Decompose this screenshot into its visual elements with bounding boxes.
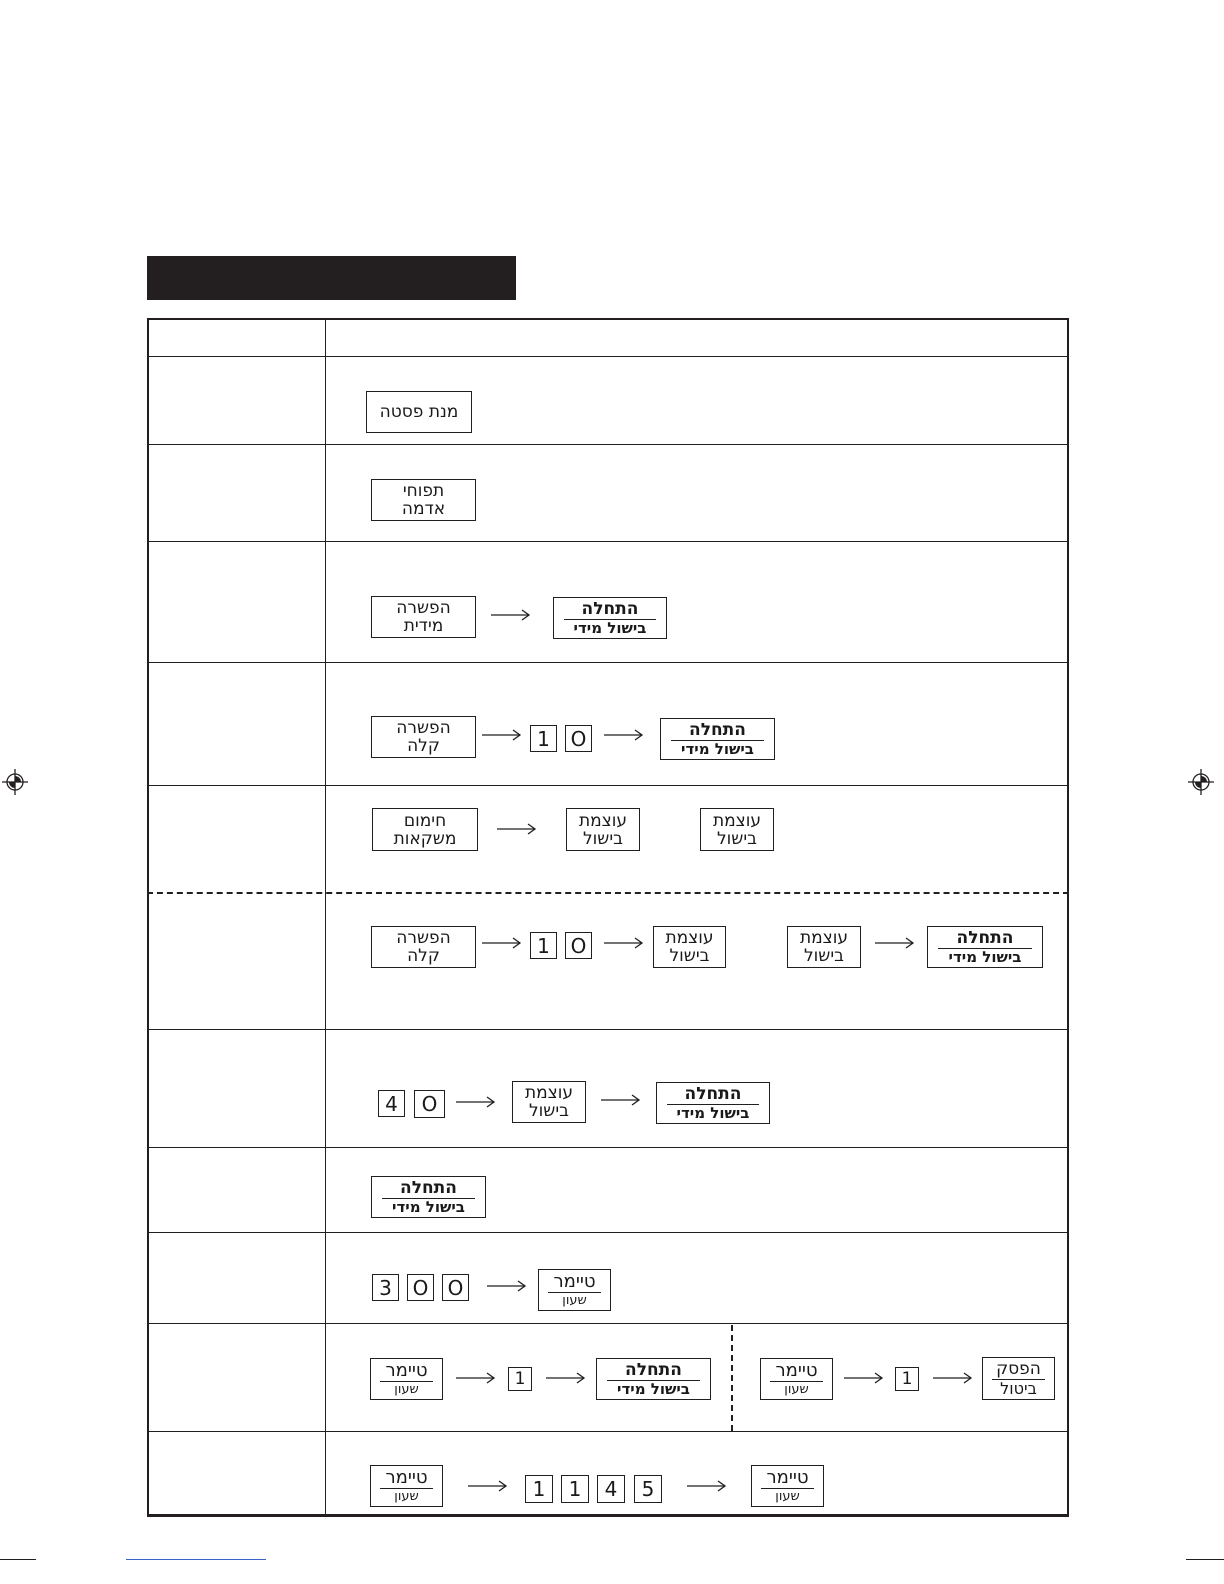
easy-defrost-key-line2: קלה (407, 946, 440, 966)
arrow-right-icon (604, 729, 644, 741)
timer-clock-key[interactable] (760, 1358, 833, 1400)
table-row-divider (147, 356, 1069, 357)
timer-clock-key-top: טיימר (380, 1362, 434, 1382)
arrow-right-icon (875, 937, 915, 949)
digit-0-key[interactable]: O (565, 725, 592, 752)
arrow-right-icon (487, 1280, 527, 1292)
easy-defrost-key[interactable] (371, 926, 476, 968)
digit-1-key[interactable]: 1 (895, 1367, 919, 1391)
digit-1-key[interactable]: 1 (530, 932, 557, 959)
power-level-key-line2: בישול (669, 946, 710, 966)
vertical-dashed-divider (731, 1325, 733, 1431)
arrow-right-icon (456, 1372, 496, 1384)
power-level-key-line1: עוצמת (665, 928, 714, 948)
arrow-right-icon (601, 1094, 641, 1106)
power-level-key-line1: עוצמת (578, 810, 628, 831)
pasta-key-label: מנת פסטה (379, 402, 459, 422)
digit-4-key[interactable]: 4 (378, 1090, 405, 1117)
start-key-bottom: בישול מידי (573, 618, 647, 637)
timer-clock-key[interactable] (538, 1269, 611, 1311)
potatoes-key[interactable] (371, 479, 476, 521)
stop-cancel-key[interactable] (982, 1357, 1055, 1400)
start-key[interactable] (927, 926, 1043, 968)
timer-clock-key[interactable] (751, 1465, 824, 1507)
digit-0-key[interactable]: O (407, 1274, 434, 1301)
arrow-right-icon (604, 937, 644, 949)
table-row-divider (147, 785, 1069, 786)
table-row-divider (147, 541, 1069, 542)
start-key-top: התחלה (607, 1361, 700, 1381)
pasta-key[interactable] (366, 391, 472, 433)
table-row-divider (147, 1232, 1069, 1233)
arrow-right-icon (468, 1480, 508, 1492)
start-key[interactable] (371, 1176, 486, 1218)
arrow-right-icon (497, 823, 537, 835)
start-key[interactable] (596, 1358, 711, 1400)
instant-defrost-key[interactable] (371, 596, 476, 638)
timer-clock-key[interactable] (370, 1465, 443, 1507)
power-level-key-line2: בישול (804, 946, 844, 966)
power-level-key[interactable] (512, 1081, 586, 1123)
arrow-right-icon (482, 937, 522, 949)
registration-mark-icon (0, 767, 30, 797)
potatoes-key-line1: תפוחי (402, 481, 445, 501)
power-level-key[interactable] (700, 808, 774, 851)
instruction-table (147, 318, 1069, 1517)
timer-clock-key-top: טיימר (770, 1362, 824, 1382)
power-level-key-line1: עוצמת (524, 1083, 574, 1103)
start-key[interactable] (660, 718, 775, 760)
section-header-bar (147, 256, 516, 300)
timer-clock-key-bottom: שעון (394, 1488, 419, 1504)
digit-1-key[interactable]: 1 (561, 1475, 589, 1503)
start-key-top: התחלה (671, 721, 764, 741)
start-key-top: התחלה (667, 1085, 759, 1105)
table-row-divider (147, 444, 1069, 445)
easy-defrost-key-line1: הפשרה (396, 718, 451, 738)
timer-clock-key-top: טיימר (380, 1469, 434, 1489)
instant-defrost-key-line1: הפשרה (396, 598, 451, 618)
table-row-divider (147, 1147, 1069, 1148)
start-key[interactable] (656, 1082, 770, 1124)
stop-cancel-key-bottom: ביטול (1000, 1378, 1037, 1398)
drink-reheat-key-line1: חימום (403, 810, 447, 831)
power-level-key[interactable] (787, 926, 861, 968)
start-key-bottom: בישול מידי (676, 1103, 750, 1122)
registration-mark-icon (1186, 767, 1216, 797)
digit-4-key[interactable]: 4 (597, 1475, 625, 1503)
digit-1-key[interactable]: 1 (525, 1475, 553, 1503)
digit-1-key[interactable]: 1 (508, 1367, 532, 1391)
start-key-bottom: בישול מידי (681, 739, 754, 758)
timer-clock-key-bottom: שעון (562, 1292, 587, 1308)
table-row-dashed-divider (147, 892, 1069, 894)
start-key-top: התחלה (938, 929, 1031, 949)
arrow-right-icon (456, 1096, 496, 1108)
stop-cancel-key-top: הפסק (992, 1360, 1046, 1380)
start-key-bottom: בישול מידי (392, 1197, 465, 1216)
timer-clock-key-bottom: שעון (784, 1381, 809, 1397)
arrow-right-icon (482, 729, 522, 741)
timer-clock-key-bottom: שעון (775, 1488, 800, 1504)
easy-defrost-key-line1: הפשרה (396, 928, 451, 948)
power-level-key-line1: עוצמת (712, 810, 762, 831)
digit-5-key[interactable]: 5 (634, 1475, 662, 1503)
easy-defrost-key-line2: קלה (407, 736, 440, 756)
digit-3-key[interactable]: 3 (372, 1274, 399, 1301)
potatoes-key-line2: אדמה (401, 499, 446, 519)
power-level-key-line2: בישול (717, 828, 757, 849)
power-level-key[interactable] (566, 808, 640, 851)
table-row-divider (147, 1431, 1069, 1432)
table-row-divider (147, 662, 1069, 663)
power-level-key-line1: עוצמת (799, 928, 849, 948)
start-key-bottom: בישול מידי (948, 947, 1022, 966)
start-key-top: התחלה (564, 600, 656, 620)
timer-clock-key-bottom: שעון (394, 1381, 419, 1397)
digit-0-key[interactable]: O (442, 1274, 469, 1301)
arrow-right-icon (933, 1372, 973, 1384)
arrow-right-icon (844, 1372, 884, 1384)
timer-clock-key-top: טיימר (761, 1469, 815, 1489)
timer-clock-key[interactable] (370, 1358, 443, 1400)
drink-reheat-key-line2: משקאות (393, 828, 457, 849)
power-level-key[interactable] (653, 926, 726, 968)
arrow-right-icon (491, 609, 531, 621)
digit-1-key[interactable]: 1 (530, 725, 557, 752)
arrow-right-icon (546, 1372, 586, 1384)
arrow-right-icon (687, 1480, 727, 1492)
instant-defrost-key-line2: מידית (403, 616, 444, 636)
timer-clock-key-top: טיימר (548, 1273, 602, 1293)
table-column-divider (325, 318, 326, 1517)
table-row-divider (147, 1323, 1069, 1324)
power-level-key-line2: בישול (529, 1101, 569, 1121)
start-key-bottom: בישול מידי (617, 1379, 690, 1398)
power-level-key-line2: בישול (583, 828, 623, 849)
start-key-top: התחלה (382, 1179, 475, 1199)
crop-mark-line (1186, 1559, 1224, 1560)
footer-rule (126, 1559, 266, 1560)
crop-mark-line (0, 1559, 36, 1560)
drink-reheat-key[interactable] (372, 808, 478, 851)
digit-0-key[interactable]: O (565, 932, 592, 959)
easy-defrost-key[interactable] (371, 716, 476, 758)
digit-0-key[interactable]: O (414, 1090, 445, 1118)
table-row-divider (147, 1029, 1069, 1030)
start-key[interactable] (553, 597, 667, 639)
